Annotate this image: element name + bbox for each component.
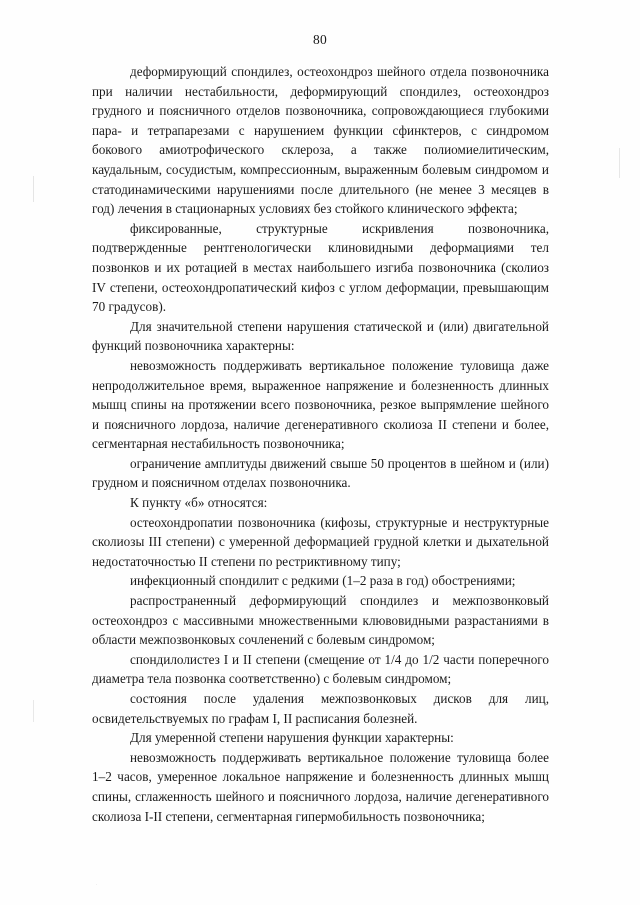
document-body [92,62,549,826]
paragraph: инфекционный спондилит с редкими (1–2 раза в год) обострениями; [130,573,516,589]
paragraph: К пункту «б» относятся: [130,495,268,511]
paragraph: состояния после удаления межпозвонковых дисков для лиц, освидетельствуемых по графам I, II расписания болезней. [92,691,549,726]
paragraph: невозможность поддерживать вертикальное положение туловища даже непродолжительное время, выраженное напряжение и болезненность длинных мышц спины на протяжении всего позвоночника, резкое выпрямление шейного и поясничного лордоза, наличие дегенеративного сколиоза II степени и более, сегментарная нестабильность позвоночника; [92,357,549,452]
paragraph: невозможность поддерживать вертикальное положение туловища более 1–2 часов, умеренное локальное напряжение и болезненность длинных мышц спины, сглаженность шейного и поясничного лордоза, наличие дегенеративного сколиоза I-II степени, сегментарная гипермобильность позвоночника; [92,749,549,824]
scan-artifact [619,148,620,178]
paragraph: остеохондропатии позвоночника (кифозы, структурные и неструктурные сколиозы III степени) с умеренной деформацией грудной клетки и дыхательной недостаточностью II степени по рестриктивному типу; [92,514,549,569]
paragraph: деформирующий спондилез, остеохондроз шейного отдела позвоночника при наличии нестабильности, деформирующий спондилез, остеохондроз грудного и поясничного отделов позвоночника, сопровождающиеся глубокими пара- и тетрапарезами с нарушением функции сфинктеров, с синдромом бокового амиотрофического склероза, а также полиомиелитическим, каудальным, сосудистым, компрессионным, выраженным болевым синдромом и статодинамическими нарушениями после длительного (не менее 3 месяцев в год) лечения в стационарных условиях без стойкого клинического эффекта; [92,64,549,217]
scan-artifact [96,884,97,885]
paragraph: распространенный деформирующий спондилез и межпозвонковый остеохондроз с массивными множественными клювовидными разрастаниями в области межпозвонковых сочленений с болевым синдромом; [92,593,549,648]
paragraph: Для умеренной степени нарушения функции характерны: [130,730,454,746]
scan-artifact [33,700,34,722]
paragraph: спондилолистез I и II степени (смещение от 1/4 до 1/2 части поперечного диаметра тела позвонка соответственно) с болевым синдромом; [92,651,549,687]
page-number: 80 [313,32,327,47]
paragraph: ограничение амплитуды движений свыше 50 процентов в шейном и (или) грудном и поясничном отделах позвоночника. [92,455,549,491]
scan-artifact [33,176,34,202]
paragraph: Для значительной степени нарушения статической и (или) двигательной функций позвоночника характерны: [92,318,549,354]
paragraph: фиксированные, структурные искривления позвоночника, подтвержденные рентгенологически клиновидными деформациями тел позвонков и их ротацией в местах наибольшего изгиба позвоночника (сколиоз IV степени, остеохондропатический кифоз с углом деформации, превышающим 70 градусов). [92,220,549,315]
